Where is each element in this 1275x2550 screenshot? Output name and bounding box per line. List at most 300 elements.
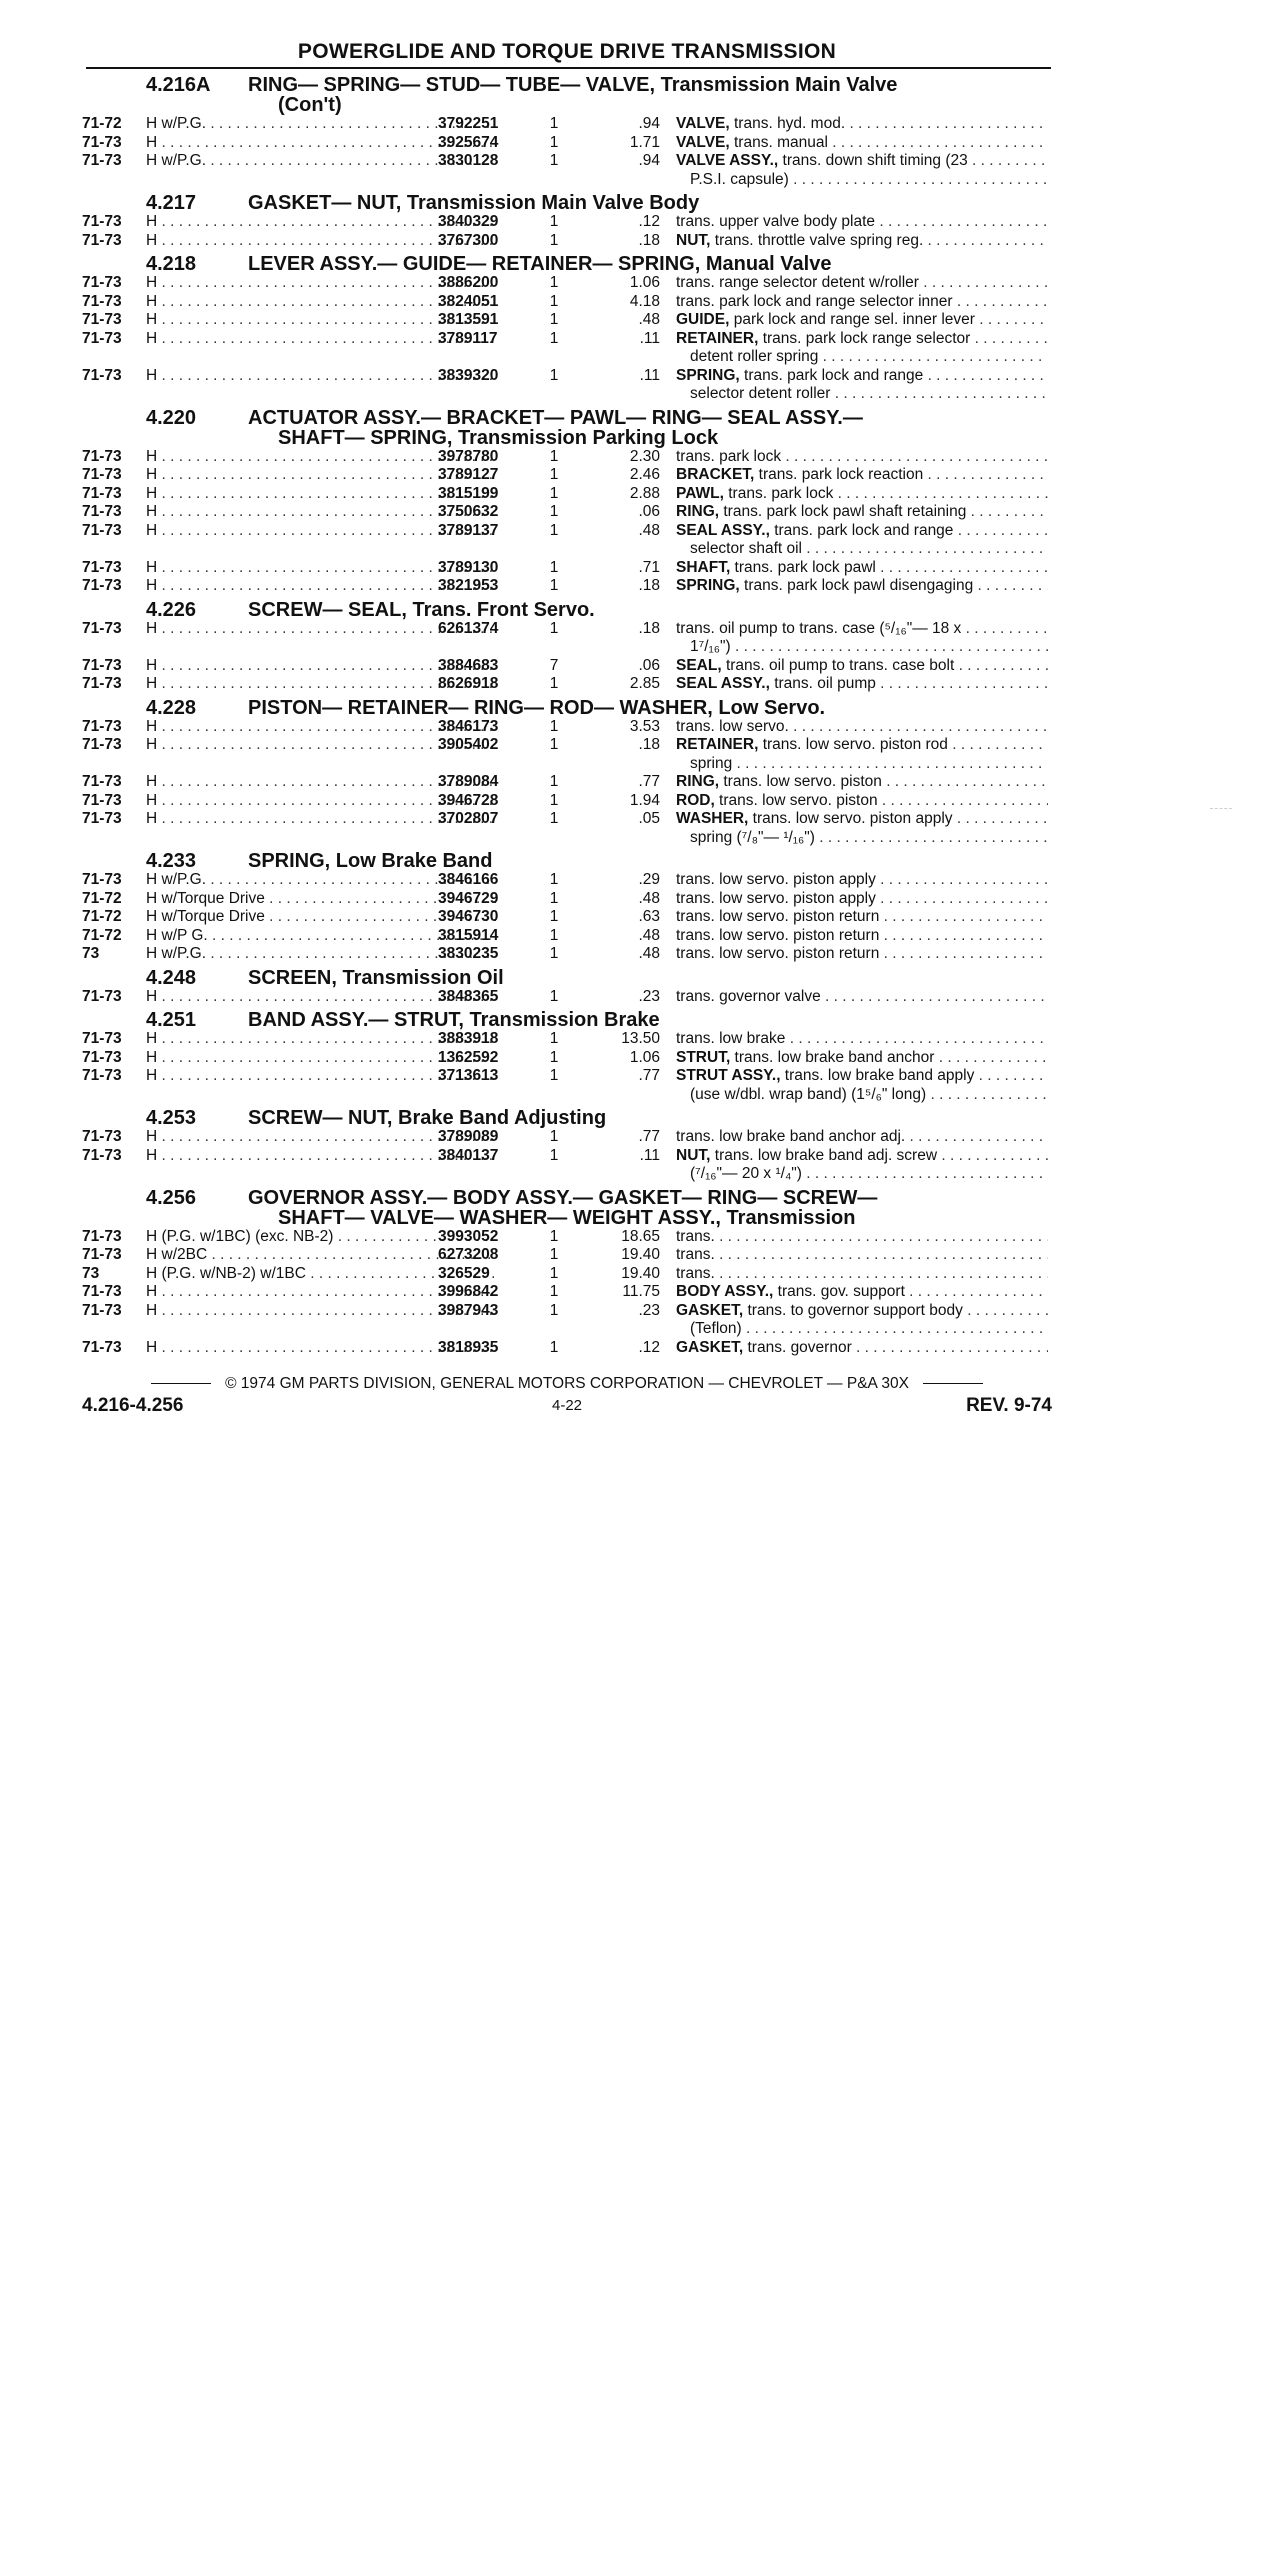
description-line [676,1165,1048,1184]
description [676,522,1048,559]
description-text: trans. low servo. piston apply [676,889,876,907]
description-line [676,1067,1048,1086]
price: .77 [638,773,660,790]
model-years: 71-73 [82,1283,122,1300]
description-line [676,522,1048,541]
price: .29 [638,871,660,888]
section-number: 4.233 [146,850,197,872]
quantity: 1 [549,274,559,291]
quantity: 1 [549,908,559,925]
price: 19.40 [621,1264,660,1282]
description-text: trans. governor [743,1338,852,1356]
application-text: H . . . [146,293,496,310]
leader-dots [830,385,1048,402]
part-row [82,620,1052,657]
leader-dots [742,1320,1048,1337]
description [676,988,1048,1007]
leader-dots [975,311,1048,328]
quantity: 1 [549,675,559,692]
leader-dots [968,152,1048,169]
application-text: H . . . [146,1147,496,1164]
leader-dots [970,330,1048,347]
quantity: 1 [549,1338,559,1356]
description-text: trans. low brake band anchor adj. [676,1128,906,1145]
part-number: 3996842 [438,1283,499,1300]
part-row [82,311,1052,330]
part-row [82,1049,1052,1068]
description-text: trans. oil pump [769,675,876,692]
description-line [676,908,1048,927]
quantity: 1 [549,521,559,539]
quantity: 1 [549,366,559,384]
description-line [676,890,1048,909]
price: .23 [638,987,660,1005]
description [676,577,1048,596]
title-rule [86,67,1051,69]
leader-dots [882,773,1048,790]
section-number: 4.228 [146,696,197,719]
description-text: trans. low servo. piston [714,791,878,809]
description-line [676,675,1048,694]
description-text: trans. low brake band adj. screw [710,1146,938,1164]
quantity: 1 [549,329,559,347]
description-line [676,1265,1048,1284]
description-line [676,1246,1048,1265]
application-text: H w/Torque Drive . . . [146,890,496,907]
description-line [676,330,1048,349]
part-number: 3713613 [438,1067,499,1084]
quantity: 1 [549,1146,559,1164]
description-keyword: SHAFT, [676,558,731,576]
part-row [82,485,1052,504]
part-row [82,1339,1052,1358]
price: .23 [638,1301,660,1319]
model-years: 71-73 [82,736,122,753]
description-text: (Teflon) [690,1320,742,1337]
quantity: 1 [549,945,559,962]
quantity: 1 [549,213,559,230]
section-title [248,193,1048,213]
price: .94 [638,152,660,169]
description [676,213,1048,232]
leader-dots [905,1283,1048,1300]
leader-dots [923,367,1048,384]
price: .18 [638,736,660,753]
leader-dots [973,577,1048,594]
application-text: H w/Torque Drive . . . [146,908,496,925]
description-text: trans. low brake band anchor [730,1048,935,1066]
leader-dots [845,115,1048,132]
model-years: 71-72 [82,115,122,132]
section-header [82,408,1052,448]
description-text: trans. park lock range selector [758,329,971,347]
description-text: trans. manual [729,133,828,151]
footer-rule-right [923,1383,983,1384]
price: 1.06 [629,1048,660,1066]
application-text: H w/P.G. . . . [146,152,496,169]
leader-dots [953,522,1048,539]
footer-bottom [82,1395,1052,1421]
quantity: 1 [549,791,559,809]
price: .48 [638,945,660,962]
section-number: 4.248 [146,966,197,989]
description [676,448,1048,467]
quantity: 1 [549,447,559,465]
price: .63 [638,908,660,925]
part-row [82,1128,1052,1147]
description-keyword: STRUT, [676,1048,731,1066]
model-years: 71-73 [82,871,122,888]
price: 3.53 [629,717,660,735]
part-row [82,466,1052,485]
leader-dots [963,1302,1048,1319]
leader-dots [876,559,1048,576]
part-number: 3789137 [438,521,499,539]
quantity: 1 [549,577,559,594]
section-title [248,1188,1048,1228]
section-title-text: ACTUATOR ASSY.— BRACKET— PAWL— RING— SEAL ASSY.— [248,406,863,429]
description-line [676,829,1048,848]
description [676,274,1048,293]
sections-container [82,75,1052,1357]
part-row [82,1228,1052,1247]
description-keyword: GASKET, [676,1301,744,1319]
description-text: trans. low brake [676,1030,786,1047]
model-years: 71-73 [82,1227,122,1245]
leader-dots [923,232,1048,249]
price: 2.88 [629,484,660,502]
model-years: 71-73 [82,717,122,735]
part-number: 3987943 [438,1301,499,1319]
quantity: 1 [549,292,559,310]
leader-dots [966,503,1048,520]
description-keyword: SEAL ASSY., [676,675,770,692]
application-text: H . . . [146,1283,496,1300]
description-text: trans. low servo. [676,717,789,735]
model-years: 71-73 [82,503,122,520]
description [676,927,1048,946]
model-years: 71-73 [82,292,122,310]
section-title [248,254,1048,274]
description-text: trans. hyd. mod. [729,115,846,132]
description-text: trans. low servo. piston rod [758,736,948,753]
description-keyword: RING, [676,773,720,790]
leader-dots [919,274,1048,291]
price: .12 [638,213,660,230]
leader-dots [923,466,1048,483]
description-line [676,115,1048,134]
description [676,330,1048,367]
application-text: H . . . [146,466,496,483]
part-row [82,792,1052,811]
part-row [82,927,1052,946]
description [676,1049,1048,1068]
description-line [676,311,1048,330]
part-row [82,448,1052,467]
footer-section-range: 4.216-4.256 [82,1395,184,1416]
description-keyword: BRACKET, [676,466,755,483]
description-line [676,773,1048,792]
part-row [82,736,1052,773]
price: .11 [639,329,660,347]
description-text: selector detent roller [690,385,831,402]
quantity: 1 [549,717,559,735]
description [676,367,1048,404]
price: 2.85 [629,675,660,692]
price: .05 [638,810,660,827]
description [676,1339,1048,1358]
description-text: trans. throttle valve spring reg. [710,231,924,249]
price: .06 [638,656,660,674]
section-header [82,75,1052,115]
quantity: 1 [549,1030,559,1047]
description-line [676,927,1048,946]
quantity: 1 [549,1264,559,1282]
part-row [82,232,1052,251]
quantity: 1 [549,871,559,888]
part-row [82,1147,1052,1184]
description [676,115,1048,134]
model-years: 71-73 [82,656,122,674]
description [676,1302,1048,1339]
part-row [82,810,1052,847]
price: 1.71 [629,133,660,151]
description-line [676,1283,1048,1302]
description-line [676,657,1048,676]
description-text: (⁷/₁₆"— 20 x ¹/₄") [690,1165,802,1182]
description [676,657,1048,676]
description [676,871,1048,890]
part-number: 6273208 [438,1246,499,1263]
description [676,675,1048,694]
price: .18 [638,619,660,637]
description-keyword: STRUT ASSY., [676,1067,781,1084]
description-line [676,213,1048,232]
description [676,152,1048,189]
leader-dots [974,1067,1048,1084]
application-text: H . . . [146,1302,496,1319]
leader-dots [715,1228,1048,1245]
description-keyword: PAWL, [676,484,724,502]
part-number: 3840137 [438,1146,499,1164]
section-title-text: LEVER ASSY.— GUIDE— RETAINER— SPRING, Manual Valve [248,253,832,275]
description-keyword: GUIDE, [676,311,730,328]
model-years: 71-72 [82,889,122,907]
description-text: trans. gov. support [773,1283,905,1300]
application-text: H . . . [146,1128,496,1145]
model-years: 71-73 [82,1067,122,1084]
description-keyword: BODY ASSY., [676,1283,774,1300]
part-number: 3792251 [438,115,499,132]
model-years: 71-73 [82,1128,122,1145]
application-text: H . . . [146,988,496,1005]
description [676,1283,1048,1302]
description-text: spring [690,754,733,772]
model-years: 71-73 [82,329,122,347]
description-keyword: ROD, [676,791,715,809]
application-text: H w/2BC . . . [146,1246,496,1263]
part-number: 3789127 [438,466,499,483]
model-years: 71-73 [82,558,122,576]
part-number: 8626918 [438,675,499,692]
part-row [82,115,1052,134]
part-number: 3750632 [438,503,499,520]
description-line [676,367,1048,386]
description-line [676,1030,1048,1049]
model-years: 71-73 [82,1338,122,1356]
price: .06 [638,503,660,520]
part-row [82,1246,1052,1265]
part-number: 3978780 [438,447,499,465]
description-text: trans. low servo. piston apply [748,810,953,827]
leader-dots [876,675,1048,692]
description-text: trans. [676,1246,715,1263]
price: .18 [638,577,660,594]
model-years: 71-73 [82,466,122,483]
part-number: 3830235 [438,945,499,962]
description-text: (use w/dbl. wrap band) (1⁵/₆" long) [690,1085,927,1103]
description-text: trans. low servo. piston return [676,945,880,962]
price: .48 [638,311,660,328]
model-years: 71-73 [82,366,122,384]
section-header [82,698,1052,718]
description [676,792,1048,811]
description-text: trans. [676,1264,715,1282]
section-header [82,254,1052,274]
description-text: trans. oil pump to trans. case (⁵/₁₆"— 18 x [676,619,962,637]
section-header [82,1188,1052,1228]
description-keyword: GASKET, [676,1338,744,1356]
model-years: 71-73 [82,577,122,594]
quantity: 1 [549,503,559,520]
description [676,1128,1048,1147]
description-keyword: NUT, [676,231,711,249]
description-line [676,945,1048,964]
quantity: 7 [549,656,559,674]
model-years: 71-73 [82,231,122,249]
part-number: 6261374 [438,619,499,637]
description-keyword: VALVE, [676,115,730,132]
footer-copyright-line [82,1375,1052,1393]
part-row [82,1265,1052,1284]
quantity: 1 [549,558,559,576]
description-keyword: NUT, [676,1146,711,1164]
description-line [676,448,1048,467]
quantity: 1 [549,1128,559,1145]
description-keyword: RETAINER, [676,329,759,347]
section-number: 4.256 [146,1186,197,1209]
model-years: 71-73 [82,133,122,151]
section-title [248,968,1048,988]
part-number: 3946729 [438,889,499,907]
price: 1.06 [629,274,660,291]
price: .94 [638,115,660,132]
quantity: 1 [549,619,559,637]
part-row [82,134,1052,153]
quantity: 1 [549,115,559,132]
leader-dots [815,829,1048,846]
quantity: 1 [549,1246,559,1263]
part-row [82,1283,1052,1302]
section-subtitle: (Con't) [278,94,342,116]
leader-dots [875,213,1048,230]
section-title-text: SCREW— SEAL, Trans. Front Servo. [248,598,595,621]
description-line [676,755,1048,774]
model-years: 71-73 [82,1146,122,1164]
application-text: H . . . [146,134,496,151]
leader-dots [802,1165,1048,1182]
description [676,503,1048,522]
section-title [248,698,1048,718]
description [676,1147,1048,1184]
model-years: 71-73 [82,810,122,827]
quantity: 1 [549,1067,559,1084]
description-keyword: WASHER, [676,810,749,827]
description-text: trans. low servo. piston return [676,908,880,925]
description-line [676,1302,1048,1321]
description-line [676,1228,1048,1247]
description-text: trans. upper valve body plate [676,213,876,230]
description [676,1030,1048,1049]
quantity: 1 [549,1048,559,1066]
part-number: 3946730 [438,908,499,925]
description-line [676,792,1048,811]
description [676,559,1048,578]
leader-dots [828,134,1048,151]
section-number: 4.216A [146,74,211,96]
description-text: trans. park lock pawl shaft retaining [719,503,967,520]
section-title-text: RING— SPRING— STUD— TUBE— VALVE, Transmission Main Valve [248,74,898,96]
section-header [82,600,1052,620]
section-title-text: SCREW— NUT, Brake Band Adjusting [248,1107,607,1129]
section-title [248,1010,1048,1030]
description [676,773,1048,792]
part-number: 3789084 [438,773,499,790]
application-text: H . . . [146,367,496,384]
application-text: H . . . [146,213,496,230]
part-row [82,522,1052,559]
description-line [676,503,1048,522]
description-keyword: SEAL ASSY., [676,521,770,539]
description-text: trans. range selector detent w/roller [676,274,919,291]
part-number: 3813591 [438,311,499,328]
part-row [82,988,1052,1007]
application-text: H . . . [146,1030,496,1047]
section-header [82,1010,1052,1030]
leader-dots [818,348,1048,365]
leader-dots [905,1128,1048,1145]
part-number: 326529 [438,1264,490,1282]
description-text: trans. park lock reaction [754,466,924,483]
leader-dots [879,945,1048,962]
part-number: 3818935 [438,1338,499,1356]
description-keyword: RING, [676,503,720,520]
part-number: 3789117 [438,329,498,347]
description-line [676,718,1048,737]
footer-page-number: 4-22 [552,1397,583,1414]
section-title [248,1108,1048,1128]
description-line [676,293,1048,312]
description-text: trans. low servo. piston return [676,926,880,944]
description-line [676,232,1048,251]
part-number: 3886200 [438,274,499,291]
section-title [248,408,1048,448]
leader-dots [879,908,1048,925]
description-keyword: VALVE ASSY., [676,152,779,169]
quantity: 1 [549,466,559,483]
leader-dots [852,1339,1048,1356]
section-header [82,968,1052,988]
